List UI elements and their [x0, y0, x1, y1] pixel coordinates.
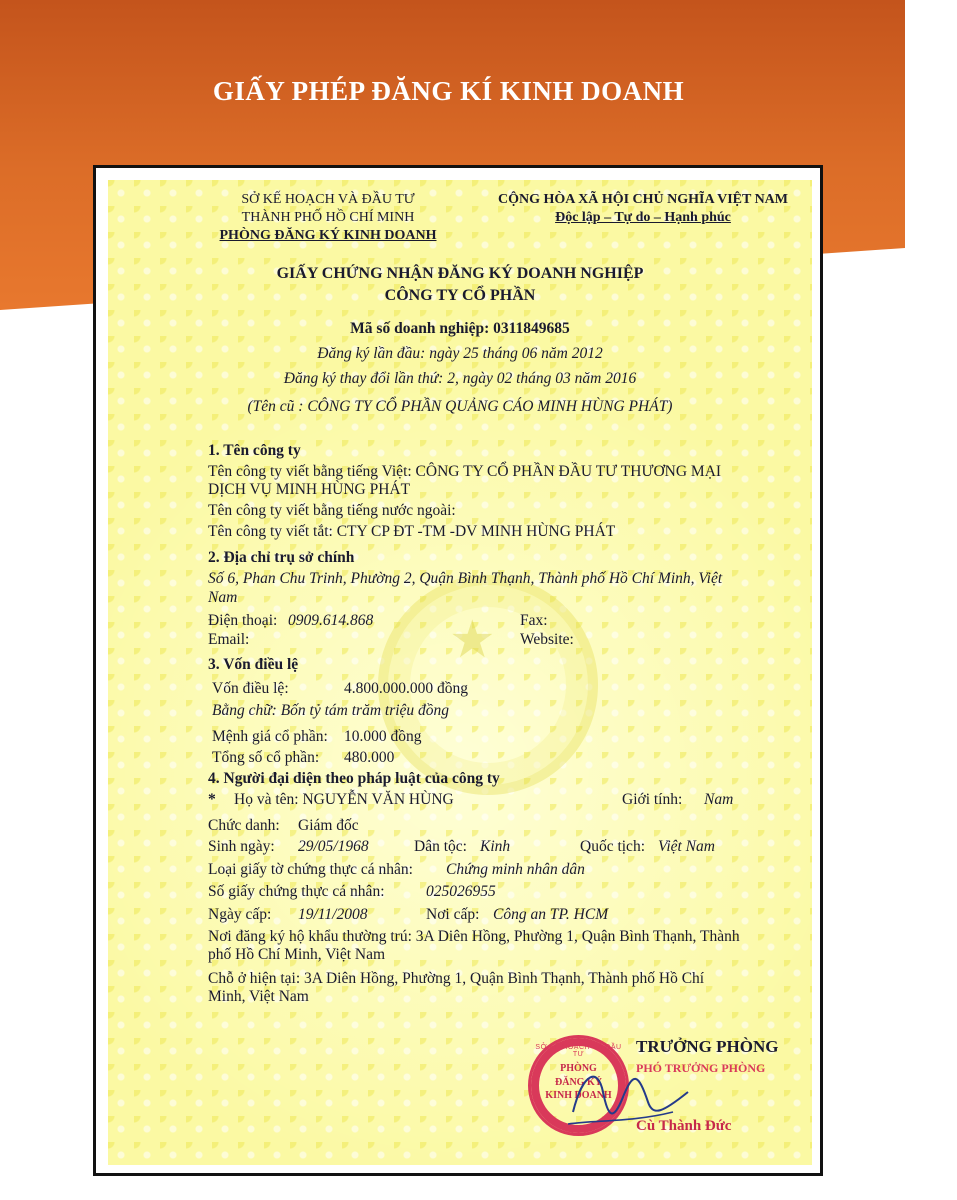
certificate-title: GIẤY CHỨNG NHẬN ĐĂNG KÝ DOANH NGHIỆP [276, 265, 644, 282]
phone-value: 0909.614.868 [288, 612, 374, 629]
capital-in-words: Bằng chữ: Bốn tỷ tám trăm triệu đồng [212, 702, 450, 719]
enterprise-code: Mã số doanh nghiệp: 0311849685 [350, 320, 570, 337]
seal-ring-text: SỞ KẾ HOẠCH VÀ ĐẦU TƯ [535, 1044, 622, 1058]
current-address-line2: Minh, Việt Nam [208, 988, 309, 1005]
certificate-subtitle: CÔNG TY CỔ PHẦN [384, 287, 536, 304]
fax-label: Fax: [520, 612, 548, 629]
nationality-value: Việt Nam [658, 838, 715, 855]
slide-title: GIẤY PHÉP ĐĂNG KÍ KINH DOANH [212, 76, 685, 106]
gender-value: Nam [704, 791, 734, 808]
phone-label: Điện thoại: [208, 612, 278, 629]
permanent-address-line2: phố Hồ Chí Minh, Việt Nam [208, 946, 386, 963]
section-2-heading: 2. Địa chỉ trụ sở chính [208, 549, 355, 566]
seal-line3: KINH DOANH [545, 1090, 612, 1101]
document-frame [93, 165, 823, 1176]
capital-label: Vốn điều lệ: [212, 680, 289, 697]
total-shares-value: 480.000 [344, 749, 395, 766]
change-registration: Đăng ký thay đổi lần thứ: 2, ngày 02 tháng 03 năm 2016 [283, 370, 637, 387]
foreign-name: Tên công ty viết bằng tiếng nước ngoài: [208, 502, 456, 519]
vn-name-line1: Tên công ty viết bằng tiếng Việt: CÔNG TY CỔ PHẦN ĐẦU TƯ THƯƠNG MẠI [208, 463, 722, 480]
first-registration: Đăng ký lần đầu: ngày 25 tháng 06 năm 2012 [317, 345, 603, 362]
nationality-label: Quốc tịch: [580, 838, 645, 855]
bullet-star: * [208, 791, 216, 808]
header-right-motto: Độc lập – Tự do – Hạnh phúc [555, 210, 731, 225]
deputy-head-title: PHÓ TRƯỞNG PHÒNG [636, 1061, 766, 1075]
id-number-label: Số giấy chứng thực cá nhân: [208, 883, 385, 900]
par-value: 10.000 đồng [344, 728, 422, 745]
seal-line1: PHÒNG [560, 1063, 597, 1074]
vn-name-line2: DỊCH VỤ MINH HÙNG PHÁT [208, 481, 411, 498]
gender-label: Giới tính: [622, 791, 683, 808]
permanent-address-line1: Nơi đăng ký hộ khẩu thường trú: 3A Diên Hồng, Phường 1, Quận Bình Thạnh, Thành [208, 928, 740, 945]
section-3-heading: 3. Vốn điều lệ [208, 656, 299, 673]
position-value: Giám đốc [298, 817, 359, 834]
par-value-label: Mệnh giá cổ phần: [212, 728, 328, 745]
ethnic-value: Kinh [480, 838, 511, 855]
website-label: Website: [520, 631, 574, 648]
ethnic-label: Dân tộc: [414, 838, 467, 855]
total-shares-label: Tổng số cổ phần: [212, 749, 320, 766]
dob-value: 29/05/1968 [298, 838, 369, 855]
email-label: Email: [208, 631, 250, 648]
issue-date-value: 19/11/2008 [298, 906, 368, 923]
address-line2: Nam [208, 589, 238, 606]
star-watermark-icon: ★ [449, 612, 496, 669]
business-registration-certificate [108, 180, 812, 1165]
head-title: TRƯỞNG PHÒNG [636, 1037, 779, 1056]
header-right-line1: CỘNG HÒA XÃ HỘI CHỦ NGHĨA VIỆT NAM [497, 192, 788, 207]
rep-name: Họ và tên: NGUYỄN VĂN HÙNG [234, 791, 454, 808]
section-1-heading: 1. Tên công ty [208, 442, 301, 459]
short-name: Tên công ty viết tắt: CTY CP ĐT -TM -DV MINH HÙNG PHÁT [208, 523, 616, 540]
old-company-name: (Tên cũ : CÔNG TY CỔ PHẦN QUẢNG CÁO MINH HÙNG PHÁT) [247, 398, 673, 415]
address-line1: Số 6, Phan Chu Trinh, Phường 2, Quận Bình Thạnh, Thành phố Hồ Chí Minh, Việt [208, 570, 723, 587]
id-type-value: Chứng minh nhân dân [446, 861, 585, 878]
capital-value: 4.800.000.000 đồng [344, 680, 468, 697]
id-type-label: Loại giấy tờ chứng thực cá nhân: [208, 861, 413, 878]
section-4-heading: 4. Người đại diện theo pháp luật của công ty [208, 770, 500, 787]
seal-line2: ĐĂNG KÝ [555, 1076, 602, 1088]
id-number-value: 025026955 [426, 883, 496, 900]
current-address-line1: Chỗ ở hiện tại: 3A Diên Hồng, Phường 1, Quận Bình Thạnh, Thành phố Hồ Chí [208, 970, 705, 987]
signer-name: Cù Thành Đức [636, 1118, 732, 1134]
issue-place-label: Nơi cấp: [426, 906, 480, 923]
header-left-line1: SỞ KẾ HOẠCH VÀ ĐẦU TƯ [241, 192, 415, 207]
position-label: Chức danh: [208, 817, 280, 834]
issue-date-label: Ngày cấp: [208, 906, 272, 923]
header-left-line3: PHÒNG ĐĂNG KÝ KINH DOANH [219, 228, 437, 243]
header-left-line2: THÀNH PHỐ HỒ CHÍ MINH [241, 210, 415, 225]
dob-label: Sinh ngày: [208, 838, 275, 855]
issue-place-value: Công an TP. HCM [493, 906, 609, 923]
